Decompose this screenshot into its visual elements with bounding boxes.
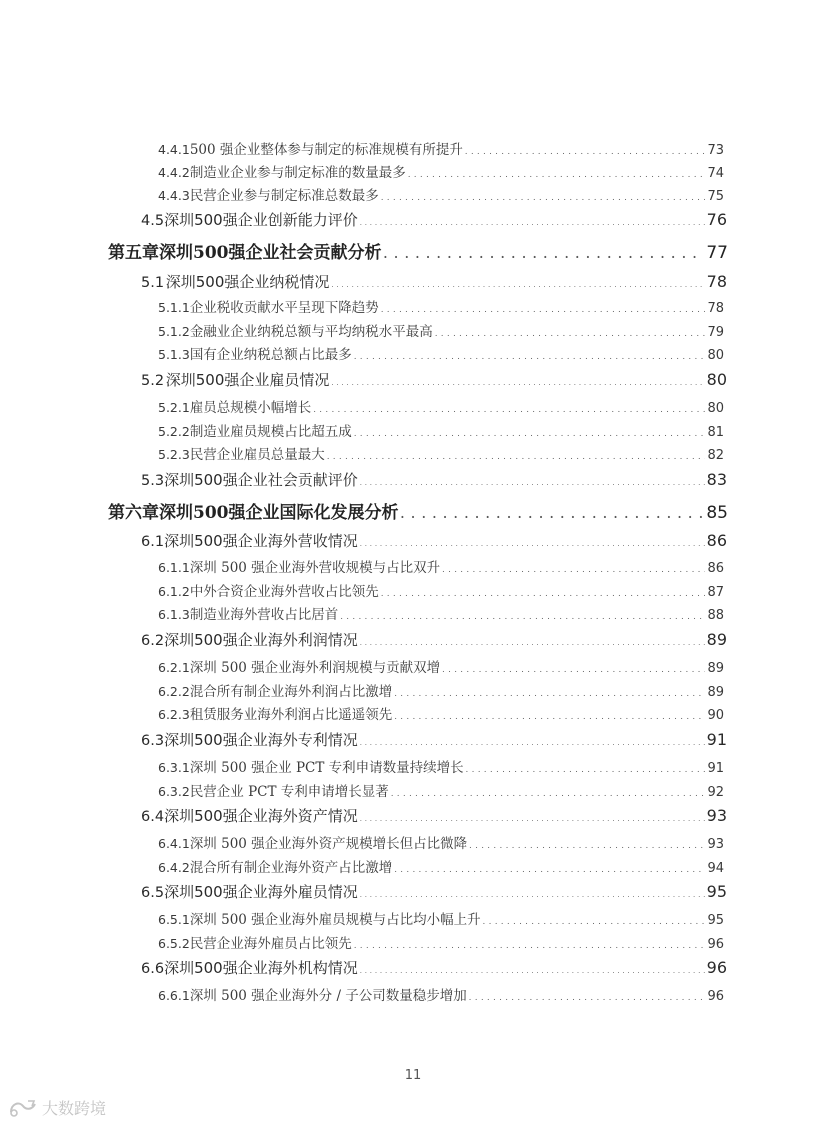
toc-entry-page: 89	[706, 630, 727, 649]
toc-entry-page: 76	[706, 210, 727, 229]
toc-entry-page: 90	[707, 708, 724, 723]
toc-entry[interactable]	[158, 780, 724, 800]
toc-dot-leader	[360, 479, 705, 487]
toc-dot-leader	[360, 815, 705, 823]
toc-entry-number: 6.2	[141, 633, 165, 649]
toc-entry-number: 6.6.1	[158, 988, 190, 1003]
toc-dot-leader	[394, 689, 705, 698]
toc-entry-number: 5.1	[141, 275, 165, 291]
toc-entry-page: 81	[707, 425, 724, 440]
toc-entry-title: 深圳 500 强企业海外利润规模与贡献双增	[189, 660, 441, 676]
toc-entry[interactable]	[158, 932, 724, 952]
toc-entry-page: 89	[707, 661, 724, 676]
toc-dot-leader	[360, 540, 705, 548]
toc-entry-page: 74	[707, 166, 724, 181]
toc-entry-title: 深圳500强企业海外雇员情况	[164, 883, 358, 901]
toc-entry-title: 深圳500强企业雇员情况	[165, 371, 330, 389]
toc-entry-title: 制造业海外营收占比居首	[189, 607, 339, 623]
toc-dot-leader	[384, 248, 705, 261]
toc-dot-leader	[381, 193, 706, 202]
toc-entry-title: 租赁服务业海外利润占比遥遥领先	[189, 707, 393, 723]
toc-entry[interactable]	[158, 138, 724, 158]
toc-dot-leader	[466, 765, 706, 774]
watermark-text: 大数跨境	[42, 1099, 107, 1118]
toc-entry-page: 92	[707, 785, 724, 800]
toc-dot-leader	[354, 941, 706, 950]
toc-entry-page: 80	[707, 401, 724, 416]
toc-dot-leader	[381, 305, 706, 314]
toc-entry[interactable]	[158, 656, 724, 676]
toc-entry-number: 6.6	[141, 961, 165, 977]
toc-dot-leader	[354, 429, 706, 438]
toc-entry-page: 95	[706, 882, 727, 901]
toc-dot-leader	[360, 739, 705, 747]
toc-entry-number: 5.1.2	[158, 324, 190, 339]
toc-entry-number: 6.1	[141, 534, 165, 550]
toc-dot-leader	[469, 993, 706, 1002]
toc-entry[interactable]	[141, 957, 727, 978]
toc-entry[interactable]	[158, 580, 724, 600]
toc-dot-leader	[340, 612, 705, 621]
toc-entry[interactable]	[141, 881, 727, 902]
toc-entry[interactable]	[158, 443, 724, 463]
toc-dot-leader	[313, 405, 705, 414]
toc-entry-number: 5.1.3	[158, 347, 190, 362]
toc-entry-title: 中外合资企业海外营收占比领先	[189, 584, 379, 600]
toc-entry-title: 深圳 500 强企业海外分 / 子公司数量稳步增加	[189, 988, 467, 1004]
toc-entry-title: 500 强企业整体参与制定的标准规模有所提升	[189, 142, 463, 158]
toc-entry[interactable]	[158, 908, 724, 928]
toc-entry-page: 82	[707, 448, 724, 463]
toc-entry-page: 86	[707, 561, 724, 576]
toc-entry-title: 雇员总规模小幅增长	[189, 400, 312, 416]
toc-entry-title: 深圳500强企业海外利润情况	[164, 631, 358, 649]
toc-chapter[interactable]	[108, 238, 728, 263]
toc-entry-number: 6.1.3	[158, 607, 190, 622]
toc-entry[interactable]	[158, 984, 724, 1004]
toc-entry-number: 5.2.2	[158, 424, 190, 439]
toc-entry-page: 93	[707, 837, 724, 852]
toc-entry-number: 6.3	[141, 733, 165, 749]
toc-entry-number: 6.1.2	[158, 584, 190, 599]
toc-dot-leader	[401, 508, 705, 521]
toc-dot-leader	[354, 352, 706, 361]
toc-entry-title: 民营企业参与制定标准总数最多	[189, 188, 379, 204]
toc-chapter-title: 深圳500强企业国际化发展分析	[159, 503, 399, 523]
toc-entry[interactable]	[141, 805, 727, 826]
toc-entry-page: 73	[707, 143, 724, 158]
toc-entry[interactable]	[141, 729, 727, 750]
toc-entry-title: 国有企业纳税总额占比最多	[189, 347, 352, 363]
toc-entry-page: 96	[707, 989, 724, 1004]
toc-entry-number: 6.4.1	[158, 836, 190, 851]
toc-entry-title: 金融业企业纳税总额与平均纳税水平最高	[189, 324, 433, 340]
toc-chapter[interactable]	[108, 498, 728, 523]
watermark	[8, 1096, 106, 1119]
toc-entry-number: 5.3	[141, 473, 165, 489]
toc-entry-title: 深圳500强企业创新能力评价	[164, 211, 358, 229]
toc-entry-title: 民营企业 PCT 专利申请增长显著	[189, 784, 389, 800]
toc-entry-number: 5.2	[141, 373, 165, 389]
toc-entry[interactable]	[158, 703, 724, 723]
toc-dot-leader	[360, 219, 705, 227]
toc-entry-page: 95	[707, 913, 724, 928]
toc-entry-title: 混合所有制企业海外利润占比激增	[189, 684, 393, 700]
toc-entry-page: 96	[707, 937, 724, 952]
toc-chapter-number: 第六章	[108, 503, 159, 523]
toc-entry-title: 深圳500强企业海外机构情况	[164, 959, 358, 977]
toc-entry-page: 94	[707, 861, 724, 876]
toc-entry-title: 深圳 500 强企业 PCT 专利申请数量持续增长	[189, 760, 464, 776]
toc-dot-leader	[408, 170, 706, 179]
toc-entry-title: 民营企业海外雇员占比领先	[189, 936, 352, 952]
page-number: 11	[404, 1068, 422, 1083]
toc-entry[interactable]	[158, 603, 724, 623]
toc-entry-page: 91	[706, 730, 727, 749]
toc-dot-leader	[327, 452, 706, 461]
toc-entry-title: 深圳 500 强企业海外营收规模与占比双升	[189, 560, 441, 576]
toc-entry-number: 5.2.3	[158, 447, 190, 462]
toc-entry[interactable]	[158, 556, 724, 576]
toc-dot-leader	[483, 917, 706, 926]
toc-entry-page: 79	[707, 325, 724, 340]
toc-entry[interactable]	[158, 320, 724, 340]
toc-dot-leader	[360, 967, 705, 975]
toc-entry-page: 88	[707, 608, 724, 623]
toc-entry-title: 深圳500强企业社会贡献评价	[164, 471, 358, 489]
toc-entry-title: 制造业企业参与制定标准的数量最多	[189, 165, 406, 181]
toc-entry-number: 4.4.3	[158, 188, 190, 203]
toc-entry-title: 深圳500强企业纳税情况	[165, 273, 330, 291]
toc-entry[interactable]	[141, 629, 727, 650]
toc-entry-title: 民营企业雇员总量最大	[189, 447, 325, 463]
toc-entry-number: 6.3.1	[158, 760, 190, 775]
toc-entry-page: 80	[707, 348, 724, 363]
toc-entry-number: 4.5	[141, 213, 165, 229]
toc-entry-number: 6.4.2	[158, 860, 190, 875]
toc-entry[interactable]	[141, 209, 727, 230]
toc-entry-title: 深圳 500 强企业海外雇员规模与占比均小幅上升	[189, 912, 481, 928]
toc-entry-page: 80	[706, 370, 727, 389]
toc-entry-page: 78	[707, 301, 724, 316]
toc-entry-number: 6.2.1	[158, 660, 190, 675]
toc-entry-title: 深圳500强企业海外营收情况	[164, 532, 358, 550]
toc-entry[interactable]	[158, 680, 724, 700]
toc-entry[interactable]	[158, 161, 724, 181]
toc-dot-leader	[442, 565, 705, 574]
toc-entry-number: 6.5.1	[158, 912, 190, 927]
toc-entry[interactable]	[158, 756, 724, 776]
toc-entry-page: 87	[707, 585, 724, 600]
toc-entry-number: 6.4	[141, 809, 165, 825]
toc-entry-page: 75	[707, 189, 724, 204]
toc-dot-leader	[360, 891, 705, 899]
toc-dot-leader	[394, 865, 705, 874]
toc-chapter-number: 第五章	[108, 243, 159, 263]
toc-entry-number: 6.2.3	[158, 707, 190, 722]
toc-entry[interactable]	[158, 343, 724, 363]
toc-entry-number: 6.1.1	[158, 560, 190, 575]
toc-dot-leader	[469, 841, 705, 850]
toc-chapter-page: 85	[706, 503, 728, 523]
toc-dot-leader	[360, 639, 705, 647]
toc-entry[interactable]	[158, 396, 724, 416]
toc-dot-leader	[331, 379, 704, 387]
toc-entry[interactable]	[158, 184, 724, 204]
toc-entry-number: 5.2.1	[158, 400, 190, 415]
toc-entry-title: 深圳500强企业海外资产情况	[164, 807, 358, 825]
toc-dot-leader	[465, 147, 706, 156]
toc-entry-page: 93	[706, 806, 727, 825]
toc-entry[interactable]	[158, 856, 724, 876]
toc-entry-title: 混合所有制企业海外资产占比激增	[189, 860, 393, 876]
toc-dot-leader	[442, 665, 705, 674]
toc-entry-number: 6.5	[141, 885, 165, 901]
toc-entry[interactable]	[141, 530, 727, 551]
toc-entry-number: 6.2.2	[158, 684, 190, 699]
toc-dot-leader	[391, 789, 706, 798]
toc-entry-number: 4.4.2	[158, 165, 190, 180]
watermark-logo-icon	[8, 1098, 38, 1118]
toc-entry[interactable]	[141, 369, 727, 390]
toc-entry-page: 89	[707, 685, 724, 700]
toc-dot-leader	[331, 281, 704, 289]
toc-entry-title: 企业税收贡献水平呈现下降趋势	[189, 300, 379, 316]
toc-dot-leader	[381, 589, 706, 598]
toc-chapter-title: 深圳500强企业社会贡献分析	[159, 243, 382, 263]
toc-dot-leader	[394, 712, 705, 721]
toc-entry-number: 5.1.1	[158, 300, 190, 315]
toc-entry[interactable]	[141, 271, 727, 292]
toc-chapter-page: 77	[706, 243, 728, 263]
toc-entry-page: 91	[707, 761, 724, 776]
toc-entry-title: 制造业雇员规模占比超五成	[189, 424, 352, 440]
toc-entry-title: 深圳 500 强企业海外资产规模增长但占比微降	[189, 836, 468, 852]
toc-dot-leader	[435, 329, 706, 338]
toc-entry-number: 4.4.1	[158, 142, 190, 157]
toc-entry-page: 83	[706, 470, 727, 489]
toc-entry[interactable]	[141, 469, 727, 490]
toc-entry-page: 86	[706, 531, 727, 550]
toc-entry-page: 78	[706, 272, 727, 291]
toc-entry[interactable]	[158, 420, 724, 440]
toc-entry[interactable]	[158, 832, 724, 852]
toc-entry-number: 6.3.2	[158, 784, 190, 799]
toc-entry[interactable]	[158, 296, 724, 316]
toc-entry-page: 96	[706, 958, 727, 977]
toc-entry-title: 深圳500强企业海外专利情况	[164, 731, 358, 749]
toc-entry-number: 6.5.2	[158, 936, 190, 951]
